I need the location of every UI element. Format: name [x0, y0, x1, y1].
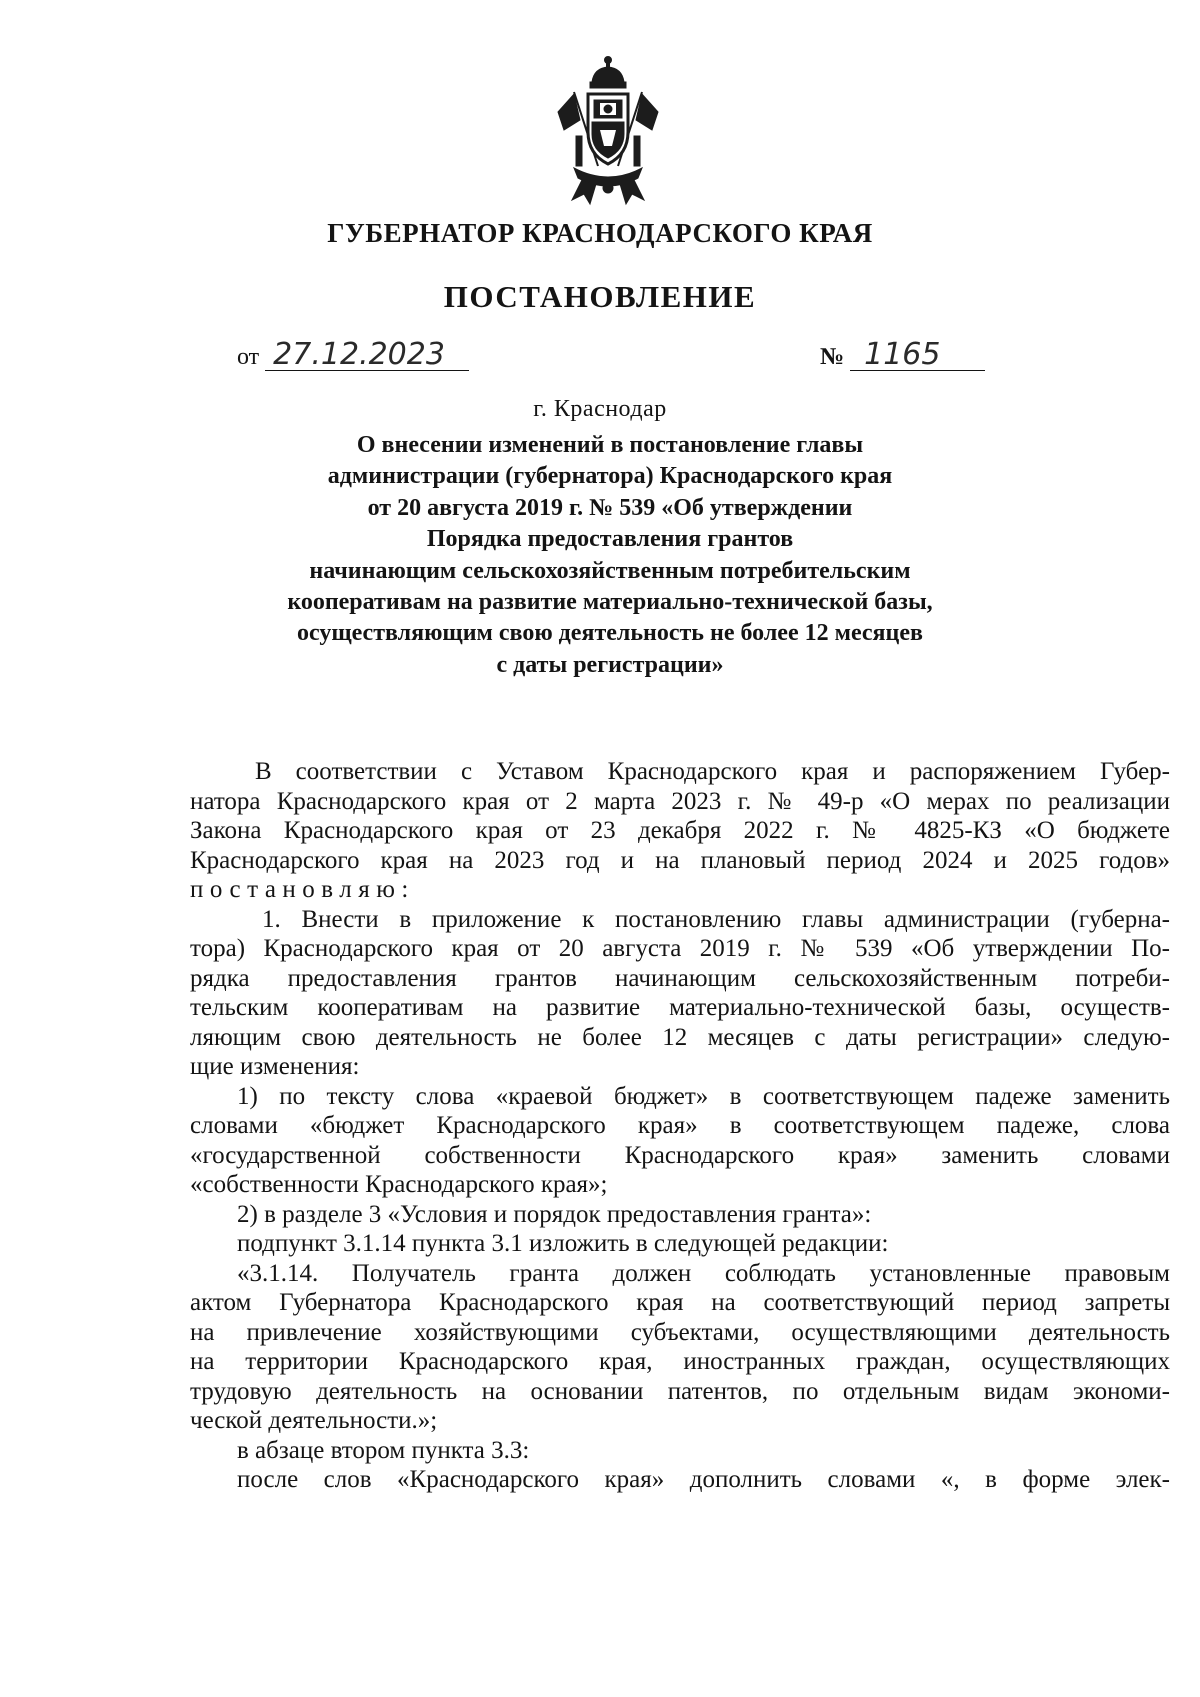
body-line: рядка предоставления грантов начинающим сельскохозяйственным потреби-	[190, 964, 1170, 992]
body-line: 2) в разделе 3 «Условия и порядок предоставления гранта»:	[237, 1200, 872, 1228]
body-line: актом Губернатора Краснодарского края на соответствующий период запреты	[190, 1289, 1170, 1316]
body-line: на территории Краснодарского края, иностранных граждан, осуществляющих	[190, 1348, 1170, 1375]
body-line: «3.1.14. Получатель гранта должен соблюдать установленные правовым	[237, 1259, 1170, 1287]
body-line: ляющим свою деятельность не более 12 месяцев с даты регистрации» следую-	[190, 1023, 1170, 1051]
number-prefix: №	[820, 344, 845, 370]
body-line: «государственной собственности Краснодарского края» заменить словами	[190, 1141, 1170, 1169]
title-line: администрации (губернатора) Краснодарского края	[327, 463, 893, 490]
body-line: щие изменения:	[190, 1053, 360, 1080]
document-title	[260, 430, 960, 681]
title-line: осуществляющим свою деятельность не более 12 месяцев	[297, 620, 923, 647]
title-line: начинающим сельскохозяйственным потребительским	[309, 557, 911, 584]
authority-title: ГУБЕРНАТОР КРАСНОДАРСКОГО КРАЯ	[327, 218, 873, 248]
body-line: на привлечение хозяйствующими субъектами, осуществляющими деятельность	[190, 1318, 1170, 1346]
body-line: 1. Внести в приложение к постановлению главы администрации (губерна-	[262, 905, 1170, 933]
body-line: тора) Краснодарского края от 20 августа 2019 г. № 539 «Об утверждении По-	[190, 935, 1170, 962]
body-line: трудовую деятельность на основании патентов, по отдельным видам экономи-	[190, 1377, 1170, 1405]
body-line: ческой деятельности.»;	[190, 1407, 438, 1434]
body-line: Краснодарского края на 2023 год и на плановый период 2024 и 2025 годов»	[190, 846, 1170, 874]
title-line: Порядка предоставления грантов	[426, 526, 794, 553]
body-line: после слов «Краснодарского края» дополнить словами «, в форме элек-	[237, 1466, 1170, 1493]
body-line: словами «бюджет Краснодарского края» в соответствующем падеже, слова	[190, 1112, 1170, 1139]
date-field	[237, 337, 469, 372]
body-line: постановляю:	[190, 876, 415, 903]
title-line: с даты регистрации»	[496, 651, 724, 678]
title-line: от 20 августа 2019 г. № 539 «Об утверждении	[367, 494, 853, 521]
body-line: в абзаце втором пункта 3.3:	[237, 1436, 530, 1464]
date-prefix: от	[237, 344, 260, 370]
number-value: 1165	[850, 340, 985, 371]
body-line: В соответствии с Уставом Краснодарского края и распоряжением Губер-	[255, 758, 1170, 785]
coat-of-arms-icon	[548, 54, 668, 212]
date-value: 27.12.2023	[265, 340, 469, 371]
document-body	[190, 757, 1170, 1495]
body-line: «собственности Краснодарского края»;	[190, 1171, 608, 1198]
title-line: кооперативам на развитие материально-технической базы,	[287, 589, 933, 616]
body-line: Закона Краснодарского края от 23 декабря 2022 г. № 4825-КЗ «О бюджете	[190, 817, 1170, 844]
document-type: ПОСТАНОВЛЕНИЕ	[443, 279, 757, 314]
title-line: О внесении изменений в постановление главы	[356, 432, 864, 458]
body-line: натора Краснодарского края от 2 марта 2023 г. № 49-р «О мерах по реализации	[190, 787, 1170, 815]
city: г. Краснодар	[533, 396, 667, 422]
number-field	[820, 337, 985, 372]
body-line: подпункт 3.1.14 пункта 3.1 изложить в следующей редакции:	[237, 1230, 889, 1257]
body-line: тельским кооперативам на развитие материально-технической базы, осуществ-	[190, 994, 1170, 1021]
body-line: 1) по тексту слова «краевой бюджет» в соответствующем падеже заменить	[237, 1082, 1170, 1110]
